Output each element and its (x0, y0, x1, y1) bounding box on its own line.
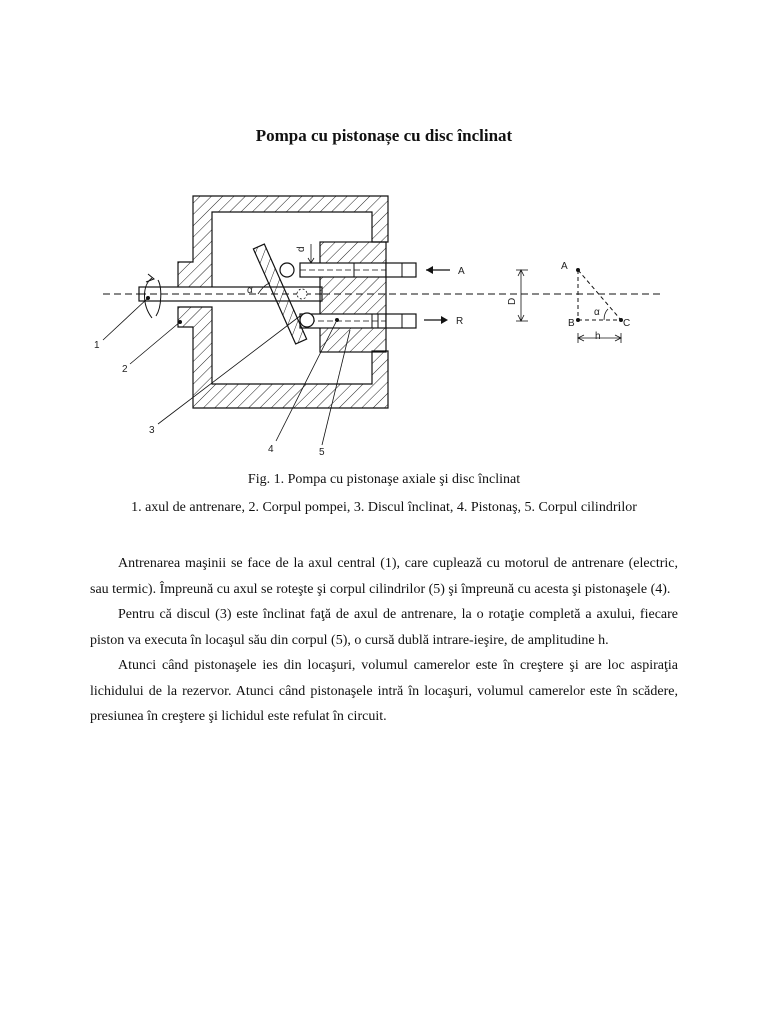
triangle-label-b: B (568, 318, 575, 329)
part-number-3: 3 (149, 425, 155, 436)
part-number-1: 1 (94, 340, 100, 351)
port-out-label: R (456, 316, 464, 327)
piston-ball-bottom (300, 313, 314, 327)
triangle-label-a: A (561, 261, 568, 272)
paragraph: Antrenarea maşinii se face de la axul central (1), care cuplează cu motorul de antrenare (electric, sau termic). Împreună cu axul se roteşte şi corpul cilindrilor (5) şi împreună cu acesta şi pistonaşele (4). (90, 556, 678, 597)
part-number-4: 4 (268, 444, 274, 455)
angle-label: α (247, 285, 253, 296)
paragraph: Pentru că discul (3) este înclinat faţă de axul de antrenare, la o rotaţie completă a axului, fiecare piston va executa în locaşul său din corpul (5), o cursă dublă intrare-ieşire, de amplitudine h. (90, 607, 678, 648)
paragraph: Atunci când pistonaşele ies din locaşuri, volumul camerelor este în creştere şi are loc aspiraţia lichidului de la rezervor. Atunci când pistonaşele intră în locaşuri, volumul camerelor este în scădere, presiunea în creştere şi lichidul este refulat în circuit. (90, 658, 678, 724)
part-number-2: 2 (122, 364, 128, 375)
triangle-label-h: h (595, 331, 601, 342)
triangle-label-c: C (623, 318, 631, 329)
piston-ball-middle (297, 289, 307, 299)
dim-D (516, 270, 528, 321)
page-title: Pompa cu pistonașe cu disc înclinat (255, 126, 513, 145)
figure-legend: 1. axul de antrenare, 2. Corpul pompei, 3. Discul înclinat, 4. Pistonaş, 5. Corpul cilindrilor (131, 500, 637, 515)
figure-caption: Fig. 1. Pompa cu pistonaşe axiale şi disc înclinat (247, 472, 521, 487)
inlet-arrow (426, 266, 450, 274)
dim-d-label: d (296, 246, 307, 252)
part-number-5: 5 (319, 447, 325, 458)
outlet-arrow (424, 316, 448, 324)
dim-D-label: D (507, 297, 518, 305)
triangle-label-angle: α (594, 307, 600, 318)
piston-ball-top (280, 263, 294, 277)
port-in-label: A (458, 266, 465, 277)
body-text (90, 551, 678, 730)
